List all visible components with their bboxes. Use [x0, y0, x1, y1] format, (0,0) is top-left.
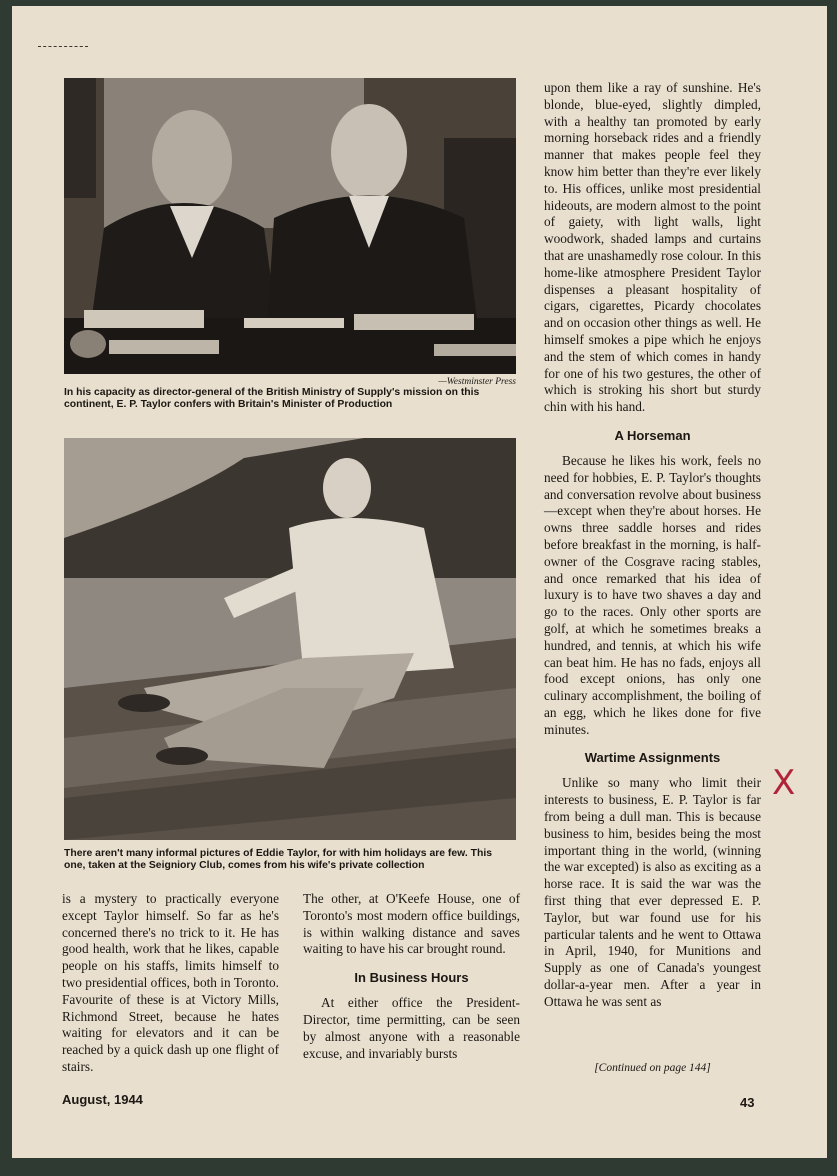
- column-3-paragraph-3: Unlike so many who limit their interests to business, E. P. Taylor is far from being a dull man. This is because business to him, besides being the most important thing in the world, (winning the war excepted) is also as exciting as a horse race. It is said the war was the first thing that ever depressed E. P. Taylor, but war found use for his particular talents and he went to Ottawa in April, 1940, for Munitions and Supply as one of Canada's youngest dollar-a-year men. After a year in Ottawa he was sent as: [544, 775, 761, 1009]
- margin-pencil-mark: [38, 46, 88, 48]
- column-1-paragraph: is a mystery to practically everyone except Taylor himself. So far as he's concerned there's no trick to it. He has good health, work that he likes, capable people on his staffs, limits himself to two presidential offices, both in Toronto. Favourite of these is at Victory Mills, Richmond Street, because he hates waiting for elevators and it can be reached by a quick dash up one flight of stairs.: [62, 891, 279, 1074]
- photo-conference-image: [64, 78, 516, 374]
- column-3: [544, 80, 761, 1011]
- footer-page-number: 43: [740, 1095, 755, 1110]
- photo-conference-caption: In his capacity as director-general of the British Ministry of Supply's mission on this continent, E. P. Taylor confers with Britain's Minister of Production: [64, 387, 480, 410]
- photo-seigniory-club: [64, 438, 516, 840]
- column-1: [62, 891, 279, 1076]
- column-2: [303, 891, 520, 1062]
- photo-credit: —Westminster Press: [438, 377, 516, 387]
- heading-in-business-hours: In Business Hours: [354, 970, 469, 986]
- continued-note: [Continued on page 144]: [594, 1062, 711, 1074]
- column-3-paragraph-1: upon them like a ray of sunshine. He's blonde, blue-eyed, slightly dimpled, with a healthy tan promoted by early morning horseback rides and a friendly manner that makes people feel they know him better than they're ever likely to. His offices, unlike most presidential hideouts, are modern almost to the point of gaiety, with light walls, light woodwork, shaded lamps and curtains that are unashamedly rose colour. In this home-like atmosphere President Taylor dispenses a pleasant hospitality of cigars, cigarettes, Picardy chocolates and on occasion other things as well. He himself smokes a pipe which he enjoys and the stem of which comes in handy for one of his two gestures, the other of which is stroking his short but sturdy chin with his hand.: [544, 80, 761, 415]
- column-2-paragraph-1: The other, at O'Keefe House, one of Toronto's most modern office buildings, is within walking distance and saves waiting to have his car brought round.: [303, 891, 520, 957]
- column-3-paragraph-2: Because he likes his work, feels no need for hobbies, E. P. Taylor's thoughts and conversation revolve about business—except when they're about horses. He owns three saddle horses and rides before breakfast in the morning, is half-owner of the Cosgrave racing stables, and once remarked that his idea of luxury is to have two shaves a day and go to the races. Only other sports are golf, at which he sometimes breaks a hundred, and tennis, at which his wife can beat him. He has no fads, enjoys all food except onions, has only one culinary accomplishment, the boiling of an egg, which he likes done for five minutes.: [544, 452, 761, 737]
- column-2-paragraph-2: At either office the President-Director, time permitting, can be seen by almost anyone with a reasonable excuse, and invariably bursts: [303, 995, 520, 1061]
- heading-a-horseman: A Horseman: [614, 427, 691, 443]
- red-x-annotation: X: [772, 763, 796, 803]
- photo-conference: [64, 78, 516, 374]
- photo-seigniory-club-caption: There aren't many informal pictures of Eddie Taylor, for with him holidays are few. This one, taken at the Seigniory Club, comes from his wife's private collection: [64, 848, 492, 871]
- magazine-page: [12, 6, 827, 1158]
- heading-wartime-assignments: Wartime Assignments: [584, 750, 721, 766]
- photo-seigniory-club-image: [64, 438, 516, 840]
- footer-date: August, 1944: [62, 1092, 143, 1107]
